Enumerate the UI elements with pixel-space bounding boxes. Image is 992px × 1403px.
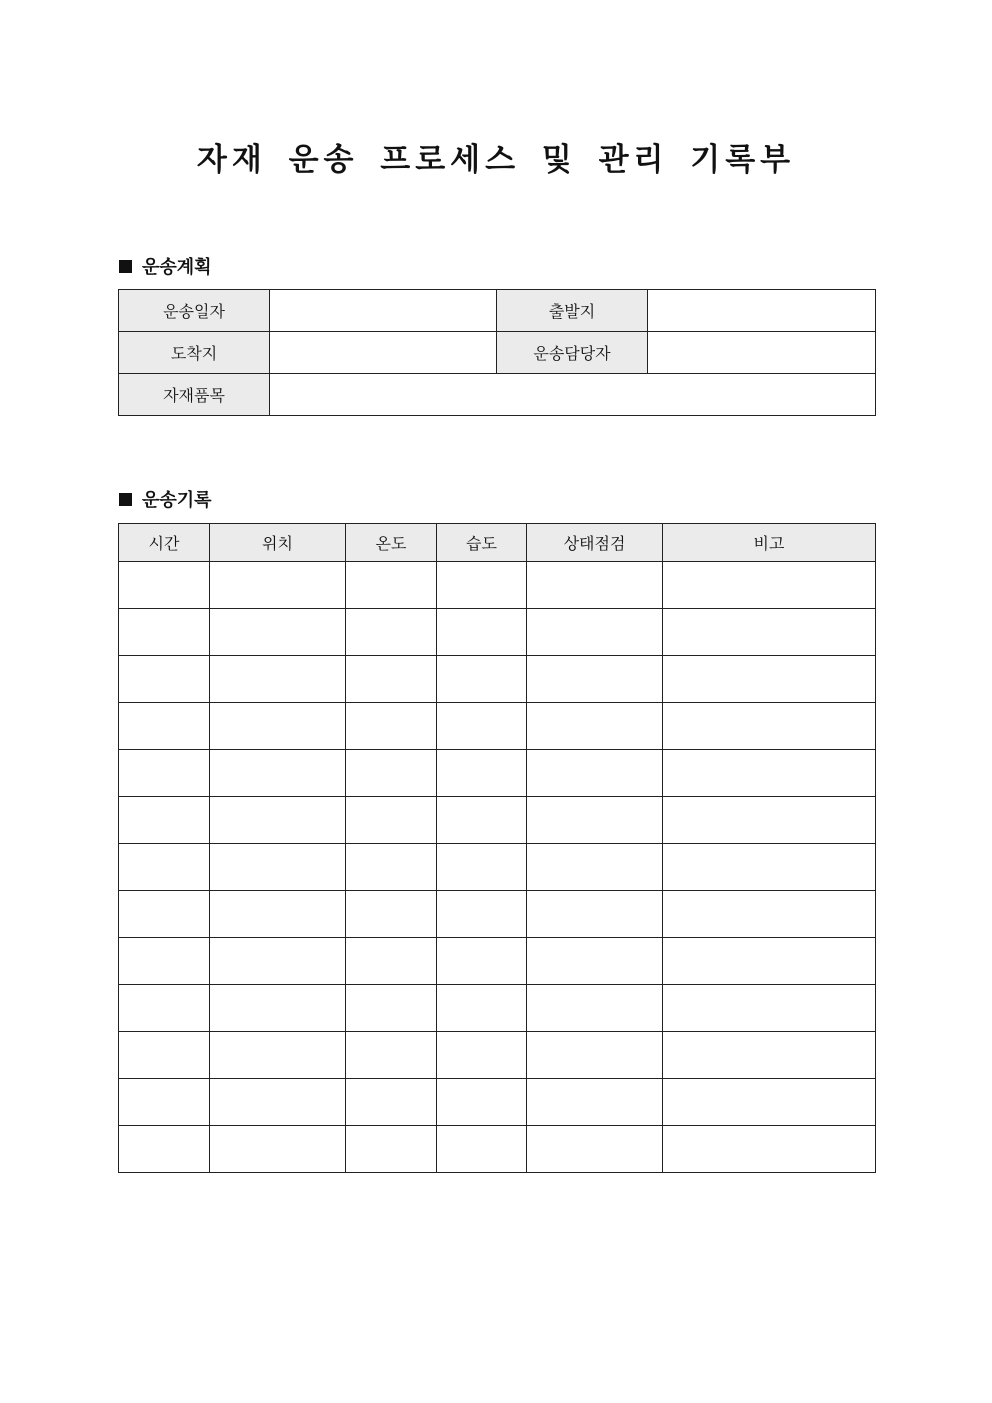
temperature-cell[interactable] xyxy=(346,1032,437,1079)
square-bullet-icon xyxy=(119,260,132,273)
date-label: 운송일자 xyxy=(119,290,270,332)
time-cell[interactable] xyxy=(119,703,210,750)
location-cell[interactable] xyxy=(210,703,346,750)
remarks-cell[interactable] xyxy=(663,609,876,656)
column-header-status-check: 상태점검 xyxy=(527,524,663,562)
remarks-cell[interactable] xyxy=(663,985,876,1032)
humidity-cell[interactable] xyxy=(437,609,527,656)
destination-label: 도착지 xyxy=(119,332,270,374)
humidity-cell[interactable] xyxy=(437,656,527,703)
remarks-cell[interactable] xyxy=(663,1126,876,1173)
remarks-cell[interactable] xyxy=(663,844,876,891)
humidity-cell[interactable] xyxy=(437,1079,527,1126)
status-check-cell[interactable] xyxy=(527,562,663,609)
remarks-cell[interactable] xyxy=(663,703,876,750)
remarks-cell[interactable] xyxy=(663,750,876,797)
temperature-cell[interactable] xyxy=(346,1079,437,1126)
transport-record-table xyxy=(118,523,876,1173)
location-cell[interactable] xyxy=(210,562,346,609)
status-check-cell[interactable] xyxy=(527,985,663,1032)
time-cell[interactable] xyxy=(119,609,210,656)
remarks-cell[interactable] xyxy=(663,1079,876,1126)
manager-label: 운송담당자 xyxy=(497,332,648,374)
table-row xyxy=(119,891,876,938)
table-row xyxy=(119,609,876,656)
status-check-cell[interactable] xyxy=(527,797,663,844)
transport-plan-table xyxy=(118,289,876,416)
date-field[interactable] xyxy=(270,290,497,332)
status-check-cell[interactable] xyxy=(527,1032,663,1079)
temperature-cell[interactable] xyxy=(346,750,437,797)
humidity-cell[interactable] xyxy=(437,1126,527,1173)
table-row xyxy=(119,750,876,797)
time-cell[interactable] xyxy=(119,750,210,797)
status-check-cell[interactable] xyxy=(527,1079,663,1126)
temperature-cell[interactable] xyxy=(346,891,437,938)
time-cell[interactable] xyxy=(119,1126,210,1173)
items-label: 자재품목 xyxy=(119,374,270,416)
humidity-cell[interactable] xyxy=(437,703,527,750)
location-cell[interactable] xyxy=(210,656,346,703)
time-cell[interactable] xyxy=(119,1079,210,1126)
table-row xyxy=(119,290,876,332)
origin-label: 출발지 xyxy=(497,290,648,332)
status-check-cell[interactable] xyxy=(527,891,663,938)
location-cell[interactable] xyxy=(210,844,346,891)
page-title: 자재 운송 프로세스 및 관리 기록부 xyxy=(196,142,796,178)
destination-field[interactable] xyxy=(270,332,497,374)
table-row xyxy=(119,1032,876,1079)
section-heading-record-label: 운송기록 xyxy=(142,490,212,511)
humidity-cell[interactable] xyxy=(437,844,527,891)
temperature-cell[interactable] xyxy=(346,562,437,609)
location-cell[interactable] xyxy=(210,1032,346,1079)
status-check-cell[interactable] xyxy=(527,938,663,985)
time-cell[interactable] xyxy=(119,656,210,703)
section-heading-plan xyxy=(119,253,212,279)
time-cell[interactable] xyxy=(119,985,210,1032)
table-row xyxy=(119,1126,876,1173)
column-header-humidity: 습도 xyxy=(437,524,527,562)
temperature-cell[interactable] xyxy=(346,703,437,750)
column-header-location: 위치 xyxy=(210,524,346,562)
time-cell[interactable] xyxy=(119,797,210,844)
humidity-cell[interactable] xyxy=(437,985,527,1032)
status-check-cell[interactable] xyxy=(527,609,663,656)
humidity-cell[interactable] xyxy=(437,562,527,609)
location-cell[interactable] xyxy=(210,609,346,656)
humidity-cell[interactable] xyxy=(437,1032,527,1079)
location-cell[interactable] xyxy=(210,938,346,985)
temperature-cell[interactable] xyxy=(346,609,437,656)
time-cell[interactable] xyxy=(119,844,210,891)
time-cell[interactable] xyxy=(119,938,210,985)
table-row xyxy=(119,844,876,891)
status-check-cell[interactable] xyxy=(527,1126,663,1173)
section-heading-plan-label: 운송계획 xyxy=(142,257,212,278)
table-row xyxy=(119,374,876,416)
column-header-time: 시간 xyxy=(119,524,210,562)
table-header-row xyxy=(119,524,876,562)
square-bullet-icon xyxy=(119,493,132,506)
table-row xyxy=(119,656,876,703)
table-row xyxy=(119,797,876,844)
location-cell[interactable] xyxy=(210,750,346,797)
table-row xyxy=(119,985,876,1032)
location-cell[interactable] xyxy=(210,891,346,938)
location-cell[interactable] xyxy=(210,985,346,1032)
manager-field[interactable] xyxy=(648,332,876,374)
table-row xyxy=(119,332,876,374)
humidity-cell[interactable] xyxy=(437,750,527,797)
time-cell[interactable] xyxy=(119,1032,210,1079)
items-field[interactable] xyxy=(270,374,876,416)
time-cell[interactable] xyxy=(119,891,210,938)
time-cell[interactable] xyxy=(119,562,210,609)
status-check-cell[interactable] xyxy=(527,656,663,703)
humidity-cell[interactable] xyxy=(437,891,527,938)
humidity-cell[interactable] xyxy=(437,797,527,844)
table-row xyxy=(119,1079,876,1126)
status-check-cell[interactable] xyxy=(527,703,663,750)
remarks-cell[interactable] xyxy=(663,797,876,844)
temperature-cell[interactable] xyxy=(346,656,437,703)
status-check-cell[interactable] xyxy=(527,844,663,891)
remarks-cell[interactable] xyxy=(663,1032,876,1079)
table-row xyxy=(119,562,876,609)
column-header-remarks: 비고 xyxy=(663,524,876,562)
remarks-cell[interactable] xyxy=(663,656,876,703)
temperature-cell[interactable] xyxy=(346,797,437,844)
table-row xyxy=(119,938,876,985)
location-cell[interactable] xyxy=(210,797,346,844)
temperature-cell[interactable] xyxy=(346,844,437,891)
location-cell[interactable] xyxy=(210,1126,346,1173)
status-check-cell[interactable] xyxy=(527,750,663,797)
origin-field[interactable] xyxy=(648,290,876,332)
record-table-body xyxy=(119,562,876,1173)
humidity-cell[interactable] xyxy=(437,938,527,985)
temperature-cell[interactable] xyxy=(346,938,437,985)
location-cell[interactable] xyxy=(210,1079,346,1126)
temperature-cell[interactable] xyxy=(346,985,437,1032)
remarks-cell[interactable] xyxy=(663,562,876,609)
remarks-cell[interactable] xyxy=(663,891,876,938)
section-heading-record xyxy=(119,486,212,512)
table-row xyxy=(119,703,876,750)
column-header-temperature: 온도 xyxy=(346,524,437,562)
remarks-cell[interactable] xyxy=(663,938,876,985)
temperature-cell[interactable] xyxy=(346,1126,437,1173)
